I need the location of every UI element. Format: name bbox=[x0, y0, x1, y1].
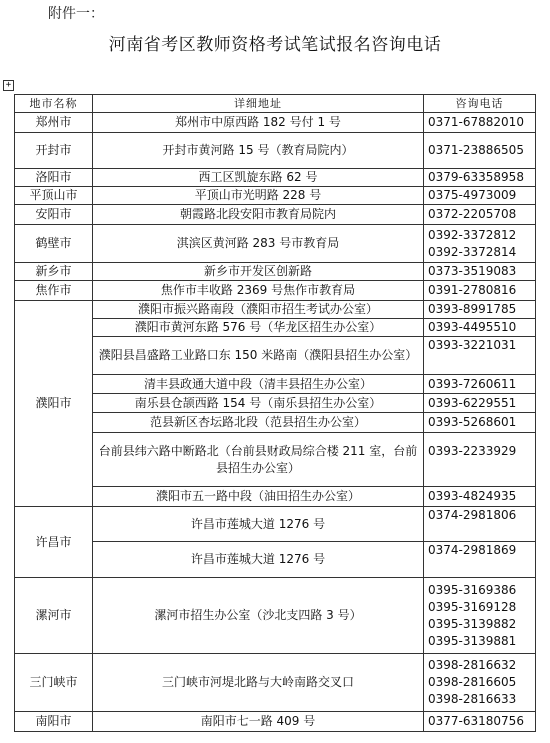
table-row bbox=[15, 542, 536, 578]
header-city: 地市名称 bbox=[15, 95, 93, 113]
phone-cell: 0371-67882010 bbox=[424, 113, 536, 133]
address-cell: 开封市黄河路 15 号（教育局院内） bbox=[93, 133, 424, 169]
address-cell: 郑州市中原西路 182 号付 1 号 bbox=[93, 113, 424, 133]
phone-line: 0395-3139882 bbox=[428, 616, 517, 631]
phone-cell: 0372-2205708 bbox=[424, 205, 536, 225]
phone-cell: 0373-3519083 bbox=[424, 263, 536, 281]
address-cell: 濮阳市五一路中段（油田招生办公室） bbox=[93, 487, 424, 507]
phone-cell: 0393-2233929 bbox=[424, 433, 536, 487]
phone-line: 0398-2816633 bbox=[428, 692, 517, 706]
header-address: 详细地址 bbox=[93, 95, 424, 113]
phone-cell: 0375-4973009 bbox=[424, 187, 536, 205]
table-row bbox=[15, 487, 536, 507]
phone-line: 0392-3372814 bbox=[428, 244, 517, 259]
city-cell: 焦作市 bbox=[15, 281, 93, 301]
city-cell: 南阳市 bbox=[15, 712, 93, 732]
phone-cell: 0393-3221031 bbox=[424, 337, 536, 375]
table-row bbox=[15, 507, 536, 542]
address-cell: 平顶山市光明路 228 号 bbox=[93, 187, 424, 205]
table-row bbox=[15, 281, 536, 301]
address-cell: 许昌市莲城大道 1276 号 bbox=[93, 542, 424, 578]
phone-line: 0395-3169128 bbox=[428, 599, 517, 614]
table-row bbox=[15, 187, 536, 205]
table-row bbox=[15, 169, 536, 187]
address-cell: 清丰县政通大道中段（清丰县招生办公室） bbox=[93, 375, 424, 394]
phone-cell: 0393-4495510 bbox=[424, 319, 536, 337]
city-cell: 平顶山市 bbox=[15, 187, 93, 205]
phone-cell: 0393-4824935 bbox=[424, 487, 536, 507]
phone-line: 0398-2816632 bbox=[428, 658, 517, 672]
phone-cell: 0393-8991785 bbox=[424, 301, 536, 319]
phone-cell: 0379-63358958 bbox=[424, 169, 536, 187]
phone-cell bbox=[424, 225, 536, 263]
address-cell: 许昌市莲城大道 1276 号 bbox=[93, 507, 424, 542]
address-cell: 台前县纬六路中断路北（台前县财政局综合楼 211 室，台前县招生办公室） bbox=[93, 433, 424, 487]
phone-cell: 0391-2780816 bbox=[424, 281, 536, 301]
address-cell: 三门峡市河堤北路与大岭南路交叉口 bbox=[93, 654, 424, 712]
address-cell: 淇滨区黄河路 283 号市教育局 bbox=[93, 225, 424, 263]
address-cell: 新乡市开发区创新路 bbox=[93, 263, 424, 281]
address-cell: 西工区凯旋东路 62 号 bbox=[93, 169, 424, 187]
phone-cell bbox=[424, 654, 536, 712]
city-cell: 新乡市 bbox=[15, 263, 93, 281]
city-cell: 三门峡市 bbox=[15, 654, 93, 712]
table-row bbox=[15, 205, 536, 225]
phone-cell: 0377-63180756 bbox=[424, 712, 536, 732]
phone-line: 0398-2816605 bbox=[428, 675, 517, 689]
city-cell: 漯河市 bbox=[15, 578, 93, 654]
address-cell: 漯河市招生办公室（沙北支四路 3 号） bbox=[93, 578, 424, 654]
contact-table bbox=[14, 94, 536, 732]
phone-cell: 0393-5268601 bbox=[424, 413, 536, 433]
table-header-row bbox=[15, 95, 536, 113]
table-row bbox=[15, 225, 536, 263]
table-row bbox=[15, 654, 536, 712]
address-cell: 范县新区杏坛路北段（范县招生办公室） bbox=[93, 413, 424, 433]
address-cell: 濮阳县昌盛路工业路口东 150 米路南（濮阳县招生办公室） bbox=[93, 337, 424, 375]
phone-cell: 0371-23886505 bbox=[424, 133, 536, 169]
attachment-label: 附件一： bbox=[48, 6, 104, 22]
table-row bbox=[15, 712, 536, 732]
table-row bbox=[15, 433, 536, 487]
phone-cell: 0374-2981869 bbox=[424, 542, 536, 578]
address-cell: 焦作市丰收路 2369 号焦作市教育局 bbox=[93, 281, 424, 301]
phone-line: 0392-3372812 bbox=[428, 227, 517, 242]
phone-cell: 0374-2981806 bbox=[424, 507, 536, 542]
header-phone: 咨询电话 bbox=[424, 95, 536, 113]
table-row bbox=[15, 337, 536, 375]
city-cell: 开封市 bbox=[15, 133, 93, 169]
table-row bbox=[15, 394, 536, 413]
table-move-handle-icon[interactable]: + bbox=[3, 80, 14, 91]
table-row bbox=[15, 133, 536, 169]
city-cell: 安阳市 bbox=[15, 205, 93, 225]
address-cell: 南阳市七一路 409 号 bbox=[93, 712, 424, 732]
table-row bbox=[15, 375, 536, 394]
table-row bbox=[15, 413, 536, 433]
city-cell: 洛阳市 bbox=[15, 169, 93, 187]
document-title: 河南省考区教师资格考试笔试报名咨询电话 bbox=[108, 35, 442, 55]
phone-line: 0395-3169386 bbox=[428, 582, 517, 597]
phone-cell: 0393-7260611 bbox=[424, 375, 536, 394]
phone-cell bbox=[424, 578, 536, 654]
table-row bbox=[15, 301, 536, 319]
address-cell: 南乐县仓颉西路 154 号（南乐县招生办公室） bbox=[93, 394, 424, 413]
address-cell: 濮阳市黄河东路 576 号（华龙区招生办公室） bbox=[93, 319, 424, 337]
table-row bbox=[15, 113, 536, 133]
city-cell: 鹤壁市 bbox=[15, 225, 93, 263]
table-row bbox=[15, 578, 536, 654]
phone-line: 0395-3139881 bbox=[428, 633, 517, 648]
city-cell: 郑州市 bbox=[15, 113, 93, 133]
city-cell: 许昌市 bbox=[15, 507, 93, 578]
city-cell: 濮阳市 bbox=[15, 301, 93, 507]
address-cell: 濮阳市振兴路南段（濮阳市招生考试办公室） bbox=[93, 301, 424, 319]
table-row bbox=[15, 319, 536, 337]
table-row bbox=[15, 263, 536, 281]
phone-cell: 0393-6229551 bbox=[424, 394, 536, 413]
address-cell: 朝霞路北段安阳市教育局院内 bbox=[93, 205, 424, 225]
